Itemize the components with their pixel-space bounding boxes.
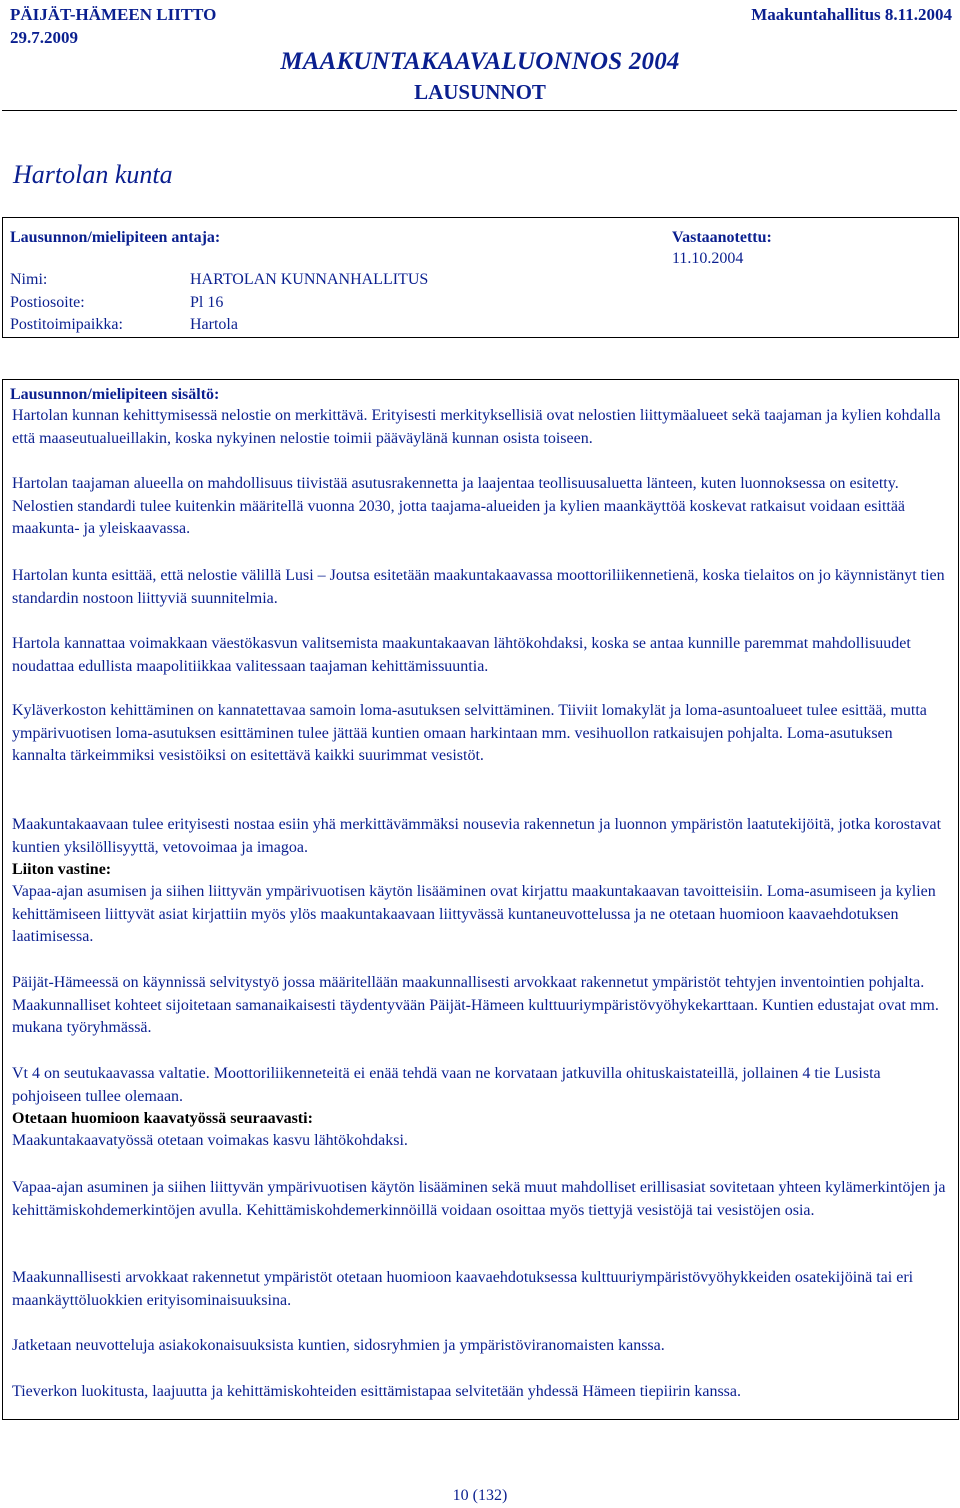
board-meeting-label: Maakuntahallitus 8.11.2004 [751,5,952,24]
page-number: 10 (132) [452,1487,508,1504]
postal-address-label: Postiosoite: [10,294,85,311]
action-paragraph: Vapaa-ajan asuminen ja siihen liittyvän ympärivuotisen käytön lisääminen sekä muut mahdolliset erillisasiat sovitetaan yhteen kylämerkintöjen ja kehittämiskohdemerkintöjen avulla. Kehittämiskohdemerkinnöillä voidaan osoittaa myös tiettyjä vesistöjä tai vesistöjen osia. [12,1179,946,1219]
response-heading: Liiton vastine: [12,861,112,878]
response-paragraph: Päijät-Hämeessä on käynnissä selvitystyö jossa määritellään maakunnallisesti arvokkaat rakennetut ympäristöt tehtyjen inventointien pohjalta. Maakunnalliset kohteet sijoitetaan samanaikaisesti täydentyvään Päijät-Hämeen kulttuuriympäristövyöhykekarttaan. Kuntien edustajat ovat mm. mukana työryhmässä. [12,974,939,1036]
statement-content-box [2,379,959,1420]
document-header-left [10,3,216,49]
name-value: HARTOLAN KUNNANHALLITUS [190,271,429,288]
postal-address-value: Pl 16 [190,294,224,311]
response-paragraph: Vt 4 on seutukaavassa valtatie. Moottoriliikenneteitä ei enää tehdä vaan ne korvataan jatkuvilla ohituskaistateillä, jollainen 4 tie Lusista pohjoiseen tullee olemaan. [12,1065,881,1105]
content-heading: Lausunnon/mielipiteen sisältö: [10,386,220,403]
statement-paragraph: Hartolan kunta esittää, että nelostie välillä Lusi – Joutsa esitetään maakuntakaavassa moottoriliikennetienä, koska tielaitos on jo käynnistänyt tien standardin nostoon liittyviä suunnitelmia. [12,567,945,607]
header-divider [2,110,957,111]
city-value: Hartola [190,316,238,333]
sender-info-box [2,217,959,338]
document-date: 29.7.2009 [10,28,78,47]
municipality-title: Hartolan kunta [13,160,173,189]
action-paragraph: Jatketaan neuvotteluja asiakokonaisuuksista kuntien, sidosryhmien ja ympäristöviranomaisten kanssa. [12,1337,665,1354]
sender-label: Lausunnon/mielipiteen antaja: [10,229,221,246]
received-date: 11.10.2004 [672,250,744,267]
statement-paragraph: Hartolan taajaman alueella on mahdollisuus tiivistää asutusrakennetta ja laajentaa teollisuusaluetta länteen, kuten luonnoksessa on esitetty. Nelostien standardi tulee kuitenkin määritellä vuonna 2030, jotta taajama-alueiden ja kylien maankäyttöä koskevat ratkaisut voidaan esittää maakunta- ja yleiskaavassa. [12,475,906,537]
response-paragraph: Vapaa-ajan asumisen ja siihen liittyvän ympärivuotisen käytön lisääminen ovat kirjattu maakuntakaavan tavoitteisiin. Loma-asumiseen ja kylien kehittämiseen liittyvät asiat kirjattiin myös ylös maakuntakaavaan liittyvässä kuntaneuvottelussa ja ne otetaan huomioon kaavaehdotuksen laatimisessa. [12,883,936,945]
received-label: Vastaanotettu: [672,229,772,246]
action-paragraph: Tieverkon luokitusta, laajuutta ja kehittämiskohteiden esittämistapaa selvitetään yhdessä Hämeen tiepiirin kanssa. [12,1383,741,1400]
action-paragraph: Maakunnallisesti arvokkaat rakennetut ympäristöt otetaan huomioon kaavaehdotuksessa kulttuuriympäristövyöhykkeiden osatekijöinä tai eri maankäyttöluokkien erityisominaisuuksina. [12,1269,914,1309]
action-paragraph: Maakuntakaavatyössä otetaan voimakas kasvu lähtökohdaksi. [12,1132,408,1149]
name-label: Nimi: [10,271,48,288]
city-label: Postitoimipaikka: [10,316,123,333]
document-subtitle: LAUSUNNOT [414,80,546,104]
statement-paragraph: Hartolan kunnan kehittymisessä nelostie on merkittävä. Erityisesti merkityksellisiä ovat nelostien liittymäalueet sekä taajaman ja kylien kohdalla että maaseutualueillakin, koska nykyinen nelostie toimii pääväylänä kunnan osista toiseen. [12,407,941,447]
statement-paragraph: Kyläverkoston kehittäminen on kannatettavaa samoin loma-asutuksen selvittäminen. Tiiviit lomakylät ja loma-asuntoalueet tulee esittää, mutta ympärivuotisen loma-asutuksen esittäminen tulee jättää kuntien omaan harkintaan mm. vesihuollon ratkaisujen pohjalta. Loma-asutuksen kannalta tärkeimmiksi vesistöiksi on esitettävä kaikki suurimmat vesistöt. [12,702,927,764]
statement-paragraph: Maakuntakaavaan tulee erityisesti nostaa esiin yhä merkittävämmäksi nousevia rakennetun ja luonnon ympäristön laatutekijöitä, jotka korostavat kuntien yksilöllisyyttä, vetovoimaa ja imagoa. [12,816,942,856]
organization-name: PÄIJÄT-HÄMEEN LIITTO [10,5,217,24]
document-title: MAAKUNTAKAAVALUONNOS 2004 [280,48,680,75]
action-heading: Otetaan huomioon kaavatyössä seuraavasti: [12,1110,313,1127]
statement-paragraph: Hartola kannattaa voimakkaan väestökasvun valitsemista maakuntakaavan lähtökohdaksi, koska se antaa kunnille paremmat mahdollisuudet noudattaa edullista maapolitiikkaa valitessaan taajaman kehittämissuuntia. [12,635,911,675]
